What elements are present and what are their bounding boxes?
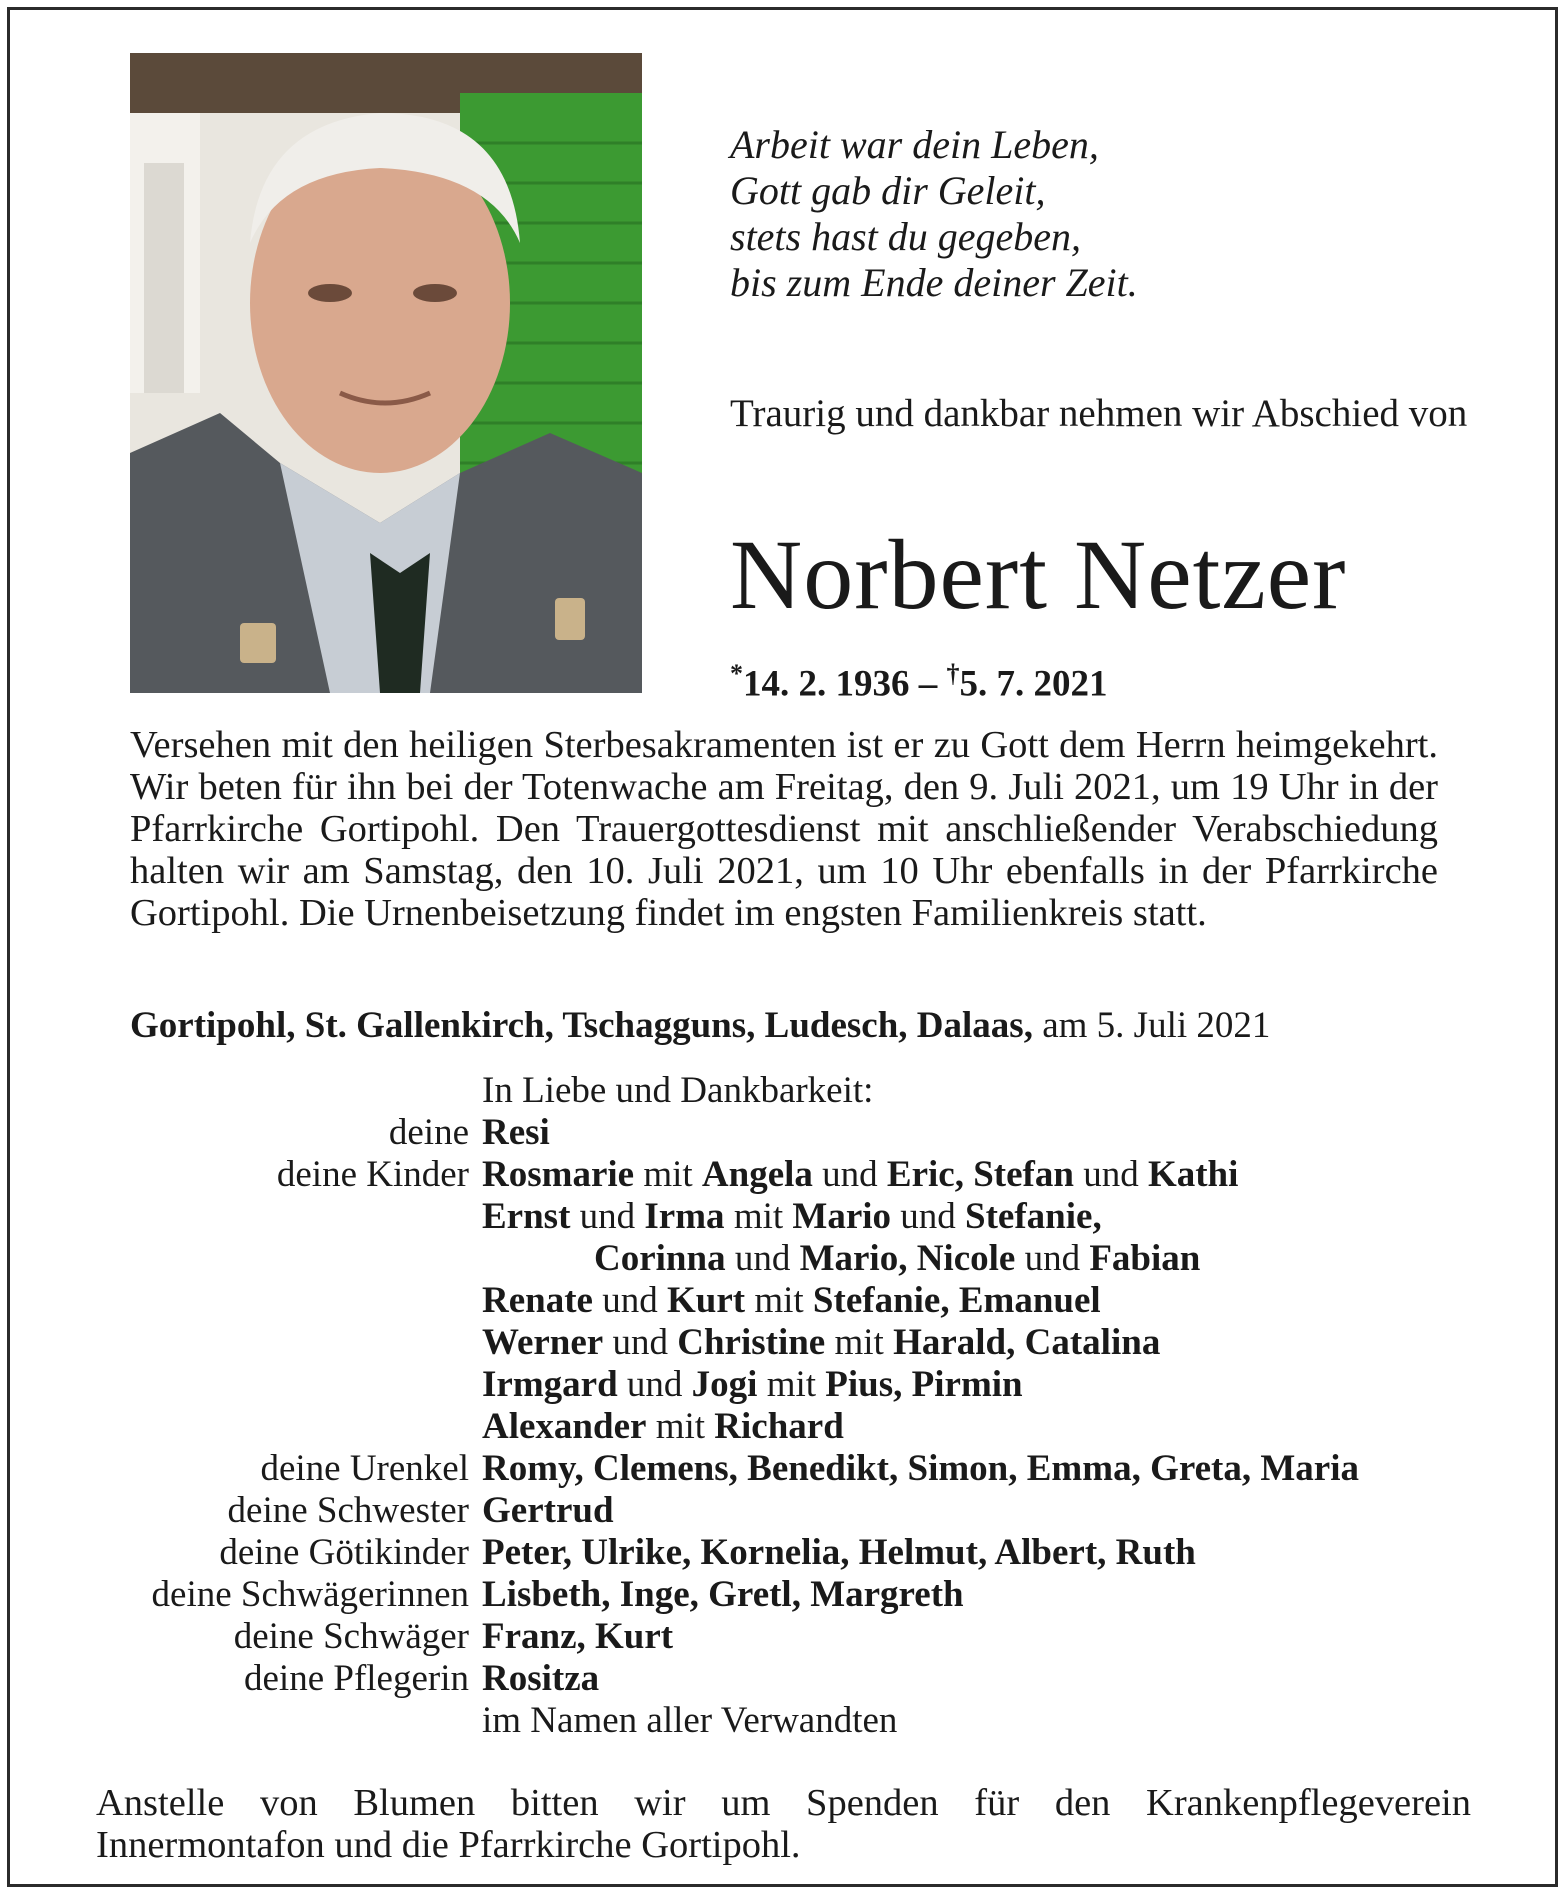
- mourner-names: [482, 1616, 673, 1658]
- mourner-name: Jogi: [691, 1364, 758, 1405]
- poem-line: stets hast du gegeben,: [730, 214, 1082, 259]
- mourner-row: [0, 1448, 1567, 1490]
- mourner-name: Ernst: [482, 1196, 571, 1237]
- mourner-name: Stefanie, Emanuel: [812, 1280, 1101, 1321]
- life-dates: [730, 652, 1108, 706]
- mourner-name: Peter, Ulrike, Kornelia, Helmut, Albert, Ruth: [482, 1532, 1196, 1573]
- mourner-row: [0, 1196, 1567, 1238]
- connector-text: im Namen aller Verwandten: [482, 1700, 898, 1741]
- mourner-row: [0, 1700, 1567, 1742]
- deceased-name: Norbert Netzer: [730, 519, 1347, 630]
- mourner-row: [0, 1364, 1567, 1406]
- connector-text: und: [1073, 1154, 1148, 1195]
- farewell-intro: Traurig und dankbar nehmen wir Abschied von: [730, 392, 1468, 435]
- connector-text: mit: [745, 1280, 813, 1321]
- connector-text: mit: [634, 1154, 702, 1195]
- connector-text: mit: [646, 1406, 715, 1447]
- mourner-row: [0, 1616, 1567, 1658]
- mourner-name: Pius, Pirmin: [825, 1364, 1023, 1405]
- mourner-name: Fabian: [1089, 1238, 1201, 1279]
- relationship-label: deine Schwäger: [233, 1616, 469, 1657]
- mourner-name: Harald, Catalina: [893, 1322, 1161, 1363]
- mourner-name: Rositza: [482, 1658, 600, 1699]
- connector-text: mit: [724, 1196, 793, 1237]
- mourner-name: Mario, Nicole: [799, 1238, 1016, 1279]
- mourners-heading: In Liebe und Dankbarkeit:: [482, 1070, 874, 1111]
- connector-text: und: [891, 1196, 966, 1237]
- death-cross: †: [946, 659, 960, 688]
- mourner-row: [0, 1154, 1567, 1196]
- mourners-list: [0, 1070, 1567, 1742]
- death-date: 5. 7. 2021: [959, 663, 1108, 705]
- birth-date: 14. 2. 1936: [743, 663, 910, 705]
- mourner-row: [0, 1532, 1567, 1574]
- poem-line: Arbeit war dein Leben,: [730, 122, 1099, 167]
- places-list: Gortipohl, St. Gallenkirch, Tschagguns, Ludesch, Dalaas,: [130, 1005, 1033, 1046]
- mourner-name: Corinna: [594, 1238, 726, 1279]
- mourner-row: [0, 1322, 1567, 1364]
- mourner-names: [482, 1700, 897, 1742]
- mourner-name: Eric, Stefan: [886, 1154, 1074, 1195]
- mourner-name: Lisbeth, Inge, Gretl, Margreth: [482, 1574, 964, 1615]
- mourner-name: Rosmarie: [482, 1154, 635, 1195]
- mourner-names: [482, 1322, 1160, 1364]
- date-dash: –: [909, 663, 947, 705]
- relationship-label: deine Schwester: [227, 1490, 469, 1531]
- mourner-row: [0, 1574, 1567, 1616]
- mourner-row: [0, 1406, 1567, 1448]
- mourner-names: [482, 1406, 844, 1448]
- mourner-names: [482, 1490, 614, 1532]
- mourner-name: Irma: [644, 1196, 725, 1237]
- mourner-name: Werner: [482, 1322, 604, 1363]
- mourner-name: Richard: [714, 1406, 844, 1447]
- mourner-names: [482, 1112, 550, 1154]
- mourner-name: Kurt: [666, 1280, 746, 1321]
- donation-request: Anstelle von Blumen bitten wir um Spenden für den Krankenpflegeverein Innermontafon und die Pfarrkirche Gortipohl.: [96, 1782, 1471, 1866]
- connector-text: und: [617, 1364, 692, 1405]
- mourner-names: [482, 1448, 1359, 1490]
- mourner-name: Alexander: [482, 1406, 647, 1447]
- mourner-name: Mario: [792, 1196, 892, 1237]
- poem-line: bis zum Ende deiner Zeit.: [730, 260, 1138, 305]
- mourner-row: [0, 1280, 1567, 1322]
- connector-text: und: [1015, 1238, 1090, 1279]
- relationship-label: deine: [388, 1112, 469, 1153]
- connector-text: und: [570, 1196, 645, 1237]
- relationship-label: deine Kinder: [276, 1154, 469, 1195]
- mourner-names: [482, 1658, 599, 1700]
- mourner-row: [0, 1112, 1567, 1154]
- mourner-name: Resi: [482, 1112, 550, 1153]
- mourner-names: [482, 1154, 1238, 1196]
- connector-text: mit: [757, 1364, 826, 1405]
- mourners-heading-row: [0, 1070, 1567, 1112]
- connector-text: und: [812, 1154, 887, 1195]
- mourner-name: Franz, Kurt: [482, 1616, 674, 1657]
- notice-date: am 5. Juli 2021: [1032, 1005, 1271, 1046]
- mourner-name: Stefanie,: [965, 1196, 1102, 1237]
- portrait-photo: [130, 53, 642, 693]
- connector-text: mit: [825, 1322, 894, 1363]
- relationship-label: deine Götikinder: [219, 1532, 469, 1573]
- mourner-row: [0, 1490, 1567, 1532]
- mourner-name: Gertrud: [482, 1490, 614, 1531]
- funeral-details: Versehen mit den heiligen Sterbesakramenten ist er zu Gott dem Herrn heimgekehrt. Wir beten für ihn bei der Totenwache am Freitag, den 9. Juli 2021, um 19 Uhr in der Pfarrkirche Gortipohl. Den Trauergottesdienst mit anschließender Verabschiedung halten wir am Samstag, den 10. Juli 2021, um 10 Uhr ebenfalls in der Pfarrkirche Gortipohl. Die Urnenbeisetzung findet im engsten Familienkreis statt.: [130, 724, 1438, 934]
- relationship-label: deine Pflegerin: [244, 1658, 469, 1699]
- connector-text: und: [603, 1322, 678, 1363]
- mourner-name: Irmgard: [482, 1364, 618, 1405]
- mourner-row: [0, 1658, 1567, 1700]
- mourner-name: Angela: [701, 1154, 813, 1195]
- relationship-label: deine Urenkel: [260, 1448, 469, 1489]
- mourner-name: Kathi: [1147, 1154, 1239, 1195]
- mourner-names: [482, 1280, 1101, 1322]
- poem-line: Gott gab dir Geleit,: [730, 168, 1046, 213]
- mourner-names: [594, 1238, 1200, 1280]
- mourner-names: [482, 1532, 1196, 1574]
- places-and-date: [130, 1004, 1450, 1048]
- connector-text: und: [725, 1238, 800, 1279]
- mourner-name: Christine: [677, 1322, 826, 1363]
- mourner-name: Renate: [482, 1280, 593, 1321]
- mourner-name: Romy, Clemens, Benedikt, Simon, Emma, Greta, Maria: [482, 1448, 1359, 1489]
- mourner-row: [0, 1238, 1567, 1280]
- connector-text: und: [592, 1280, 667, 1321]
- relationship-label: deine Schwägerinnen: [151, 1574, 469, 1615]
- memorial-poem: [730, 122, 1490, 306]
- birth-star: *: [730, 659, 743, 688]
- mourner-names: [482, 1364, 1023, 1406]
- mourner-names: [482, 1574, 964, 1616]
- mourner-names: [482, 1196, 1102, 1238]
